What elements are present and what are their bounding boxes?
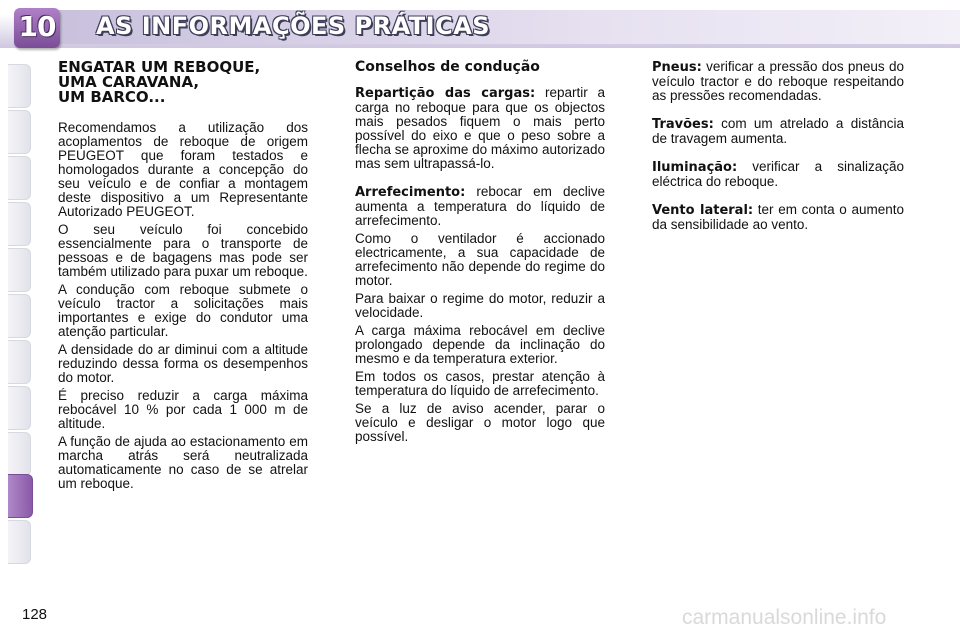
load-distribution-paragraph — [355, 86, 605, 171]
chapter-number: 10 — [18, 10, 56, 43]
side-tab-6[interactable] — [8, 294, 31, 338]
paragraph: O seu veículo foi concebido essencialmente para o transporte de pessoas e de bagagens mas pode ser também utilizado para puxar um reboque. — [58, 222, 308, 279]
tyres-text: verificar a pressão dos pneus do veículo tractor e do reboque respeitando as pressões recomendadas. — [652, 59, 904, 103]
paragraph: Para baixar o regime do motor, reduzir a velocidade. — [355, 291, 605, 320]
page-title: AS INFORMAÇÕES PRÁTICAS — [96, 12, 491, 40]
cooling-paragraph — [355, 185, 605, 228]
section-heading — [58, 60, 308, 105]
side-tab-5[interactable] — [8, 248, 31, 292]
lighting-paragraph — [652, 160, 904, 189]
paragraph: Recomendamos a utilização dos acoplamentos de reboque de origem PEUGEOT que foram testados e homologados durante a concepção do seu veículo e de confiar a montagem deste dispositivo a um Representante Autorizado PEUGEOT. — [58, 120, 308, 219]
load-distribution-label: Repartição das cargas: — [355, 86, 536, 101]
driving-advice-heading: Conselhos de condução — [355, 59, 540, 75]
page-number: 128 — [22, 606, 48, 623]
column-towing-intro — [58, 60, 308, 495]
lighting-label: Iluminação: — [652, 160, 738, 175]
crosswind-label: Vento lateral: — [652, 203, 754, 218]
tyres-paragraph — [652, 60, 904, 103]
column-driving-advice — [355, 60, 605, 448]
side-tab-7[interactable] — [8, 340, 31, 384]
brakes-label: Travões: — [652, 117, 714, 132]
lighting-text: verificar a sinalização eléctrica do reboque. — [652, 159, 904, 189]
cooling-label: Arrefecimento: — [355, 185, 466, 200]
paragraph: Se a luz de aviso acender, parar o veículo e desligar o motor logo que possível. — [355, 401, 605, 444]
side-tab-3[interactable] — [8, 156, 31, 200]
side-tab-4[interactable] — [8, 202, 31, 246]
paragraph: Como o ventilador é accionado electricamente, a sua capacidade de arrefecimento não depende do regime do motor. — [355, 231, 605, 288]
paragraph: A densidade do ar diminui com a altitude reduzindo dessa forma os desempenhos do motor. — [58, 342, 308, 385]
side-tab-11[interactable] — [8, 520, 31, 564]
cooling-text: rebocar em declive aumenta a temperatura do líquido de arrefecimento. — [355, 184, 605, 228]
paragraph: A função de ajuda ao estacionamento em marcha atrás será neutralizada automaticamente no caso de se atrelar um reboque. — [58, 434, 308, 491]
heading-line: UMA CARAVANA, — [58, 73, 200, 91]
side-tab-2[interactable] — [8, 110, 31, 154]
load-distribution-text: repartir a carga no reboque para que os objectos mais pesados fiquem o mais perto possível do eixo e que o peso sobre a flecha se aproxime do máximo autorizado mas sem ultrapassá-lo. — [355, 85, 605, 171]
tyres-label: Pneus: — [652, 60, 702, 75]
crosswind-text: ter em conta o aumento da sensibilidade ao vento. — [652, 202, 904, 232]
side-tab-9[interactable] — [8, 432, 31, 476]
heading-line: UM BARCO... — [58, 88, 166, 106]
watermark: carmanualsonline.info — [682, 606, 887, 629]
chapter-side-tabs — [0, 64, 34, 576]
brakes-text: com um atrelado a distância de travagem aumenta. — [652, 116, 904, 146]
crosswind-paragraph — [652, 203, 904, 232]
paragraph: É preciso reduzir a carga máxima rebocável 10 % por cada 1 000 m de altitude. — [58, 388, 308, 431]
paragraph: A condução com reboque submete o veículo tractor a solicitações mais importantes e exige do condutor uma atenção particular. — [58, 282, 308, 339]
heading-line: ENGATAR UM REBOQUE, — [58, 58, 261, 76]
brakes-paragraph — [652, 117, 904, 146]
column-checks — [652, 60, 904, 236]
paragraph: Em todos os casos, prestar atenção à temperatura do líquido de arrefecimento. — [355, 369, 605, 398]
side-tab-8[interactable] — [8, 386, 31, 430]
side-tab-1[interactable] — [8, 64, 31, 108]
paragraph: A carga máxima rebocável em declive prolongado depende da inclinação do mesmo e da temperatura exterior. — [355, 323, 605, 366]
side-tab-10-active[interactable] — [8, 474, 33, 518]
